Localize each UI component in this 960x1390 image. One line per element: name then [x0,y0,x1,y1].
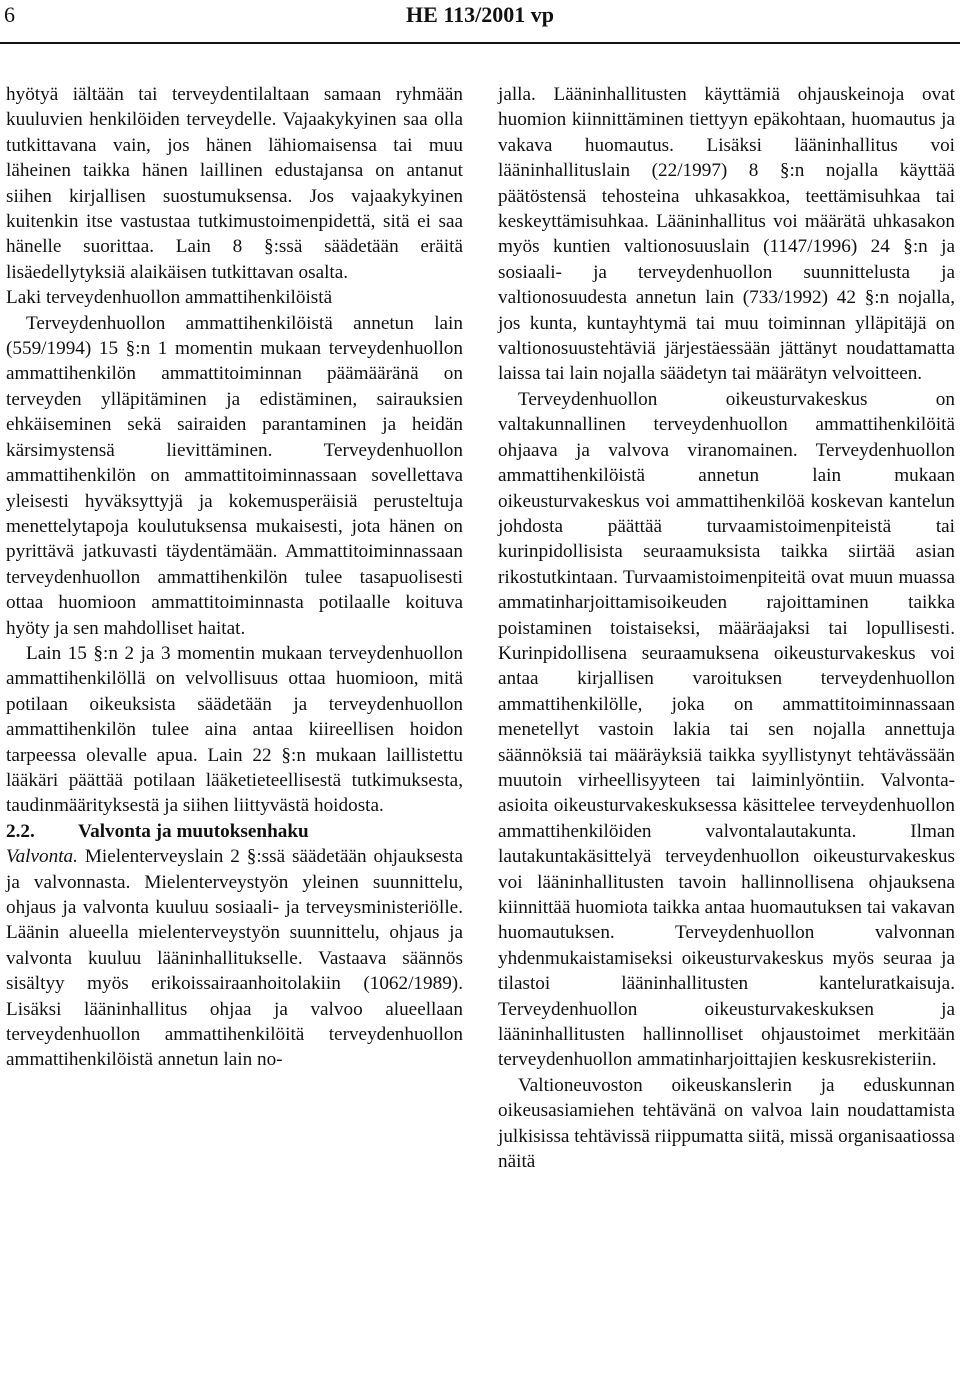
paragraph: jalla. Lääninhallitusten käyttämiä ohjauskeinoja ovat huomion kiinnittäminen tiettyyn epäkohtaan, huomautus ja vakava huomautus. Lisäksi lääninhallitus voi lääninhallituslain (22/1997) 8 §:n nojalla käyttää päätöstensä tehosteina uhkasakkoa, teettämisuhkaa tai keskeyttämisuhkaa. Lääninhallitus voi määrätä uhkasakon myös kuntien valtionosuuslain (1147/1996) 24 §:n ja sosiaali- ja terveydenhuollon suunnittelusta ja valtionosuudesta annetun lain (733/1992) 42 §:n nojalla, jos kunta, kuntayhtymä tai muu toiminnan ylläpitäjä on valtionosuustehtäviä järjestäessään jättänyt noudattamatta laissa tai lain nojalla säädetyn tai määrätyn velvoitteen. [498,84,955,385]
section-number: 2.2. [6,820,35,842]
paragraph-lead: Valvonta. [6,846,78,868]
left-column [6,82,463,1073]
section-heading [6,819,463,844]
paragraph: Lain 15 §:n 2 ja 3 momentin mukaan terveydenhuollon ammattihenkilöllä on velvollisuus ottaa huomioon, mitä potilaan oikeuksista säädetään ja terveydenhuollon ammattihenkilön tulee aina antaa kiireellisen hoidon tarpeessa olevalle apua. Lain 22 §:n mukaan laillistettu lääkäri päättää potilaan lääketieteellisestä tutkimuksesta, taudinmäärityksestä ja siihen liittyvästä hoidosta. [6,642,463,817]
document-id: HE 113/2001 vp [406,2,554,27]
paragraph: hyötyä iältään tai terveydentilaltaan samaan ryhmään kuuluvien henkilöiden terveydelle. Vajaakykyinen saa olla tutkittavana vain, jos hänen lähiomaisensa tai muu läheinen taikka hänen laillinen edustajansa on antanut siihen kirjallisen suostumuksensa. Jos vajaakykyinen kuitenkin itse vastustaa tutkimustoimenpidettä, sitä ei saa hänelle suorittaa. Lain 8 §:ssä säädetään eräitä lisäedellytyksiä alaikäisen tutkittavan osalta. [6,84,463,283]
paragraph: Terveydenhuollon oikeusturvakeskus on valtakunnallinen terveydenhuollon ammattihenkilöitä ohjaava ja valvova viranomainen. Terveydenhuollon ammattihenkilöistä annetun lain mukaan oikeusturvakeskus voi ammattihenkilöä koskevan kantelun johdosta päättää turvaamistoimenpiteistä tai kurinpidollisista seuraamuksista taikka siirtää asian rikostutkintaan. Turvaamistoimenpiteitä ovat muun muassa ammatinharjoittamisoikeuden rajoittaminen taikka poistaminen toistaiseksi, määräajaksi tai lopullisesti. Kurinpidollisena seuraamuksena oikeusturvakeskus voi antaa kirjallisen varoituksen terveydenhuollon ammattihenkilölle, joka on ammattitoiminnassaan menetellyt vastoin lakia tai sen nojalla annettuja säännöksiä tai määräyksiä taikka syyllistynyt tehtävässään muutoin virheellisyyteen tai laiminlyöntiin. Valvonta-asioita oikeusturvakeskuksessa käsittelee terveydenhuollon ammattihenkilöiden valvontalautakunta. Ilman lautakuntakäsittelyä terveydenhuollon oikeusturvakeskus voi lääninhallitusten tavoin hallinnollisena ohjauksena kiinnittää huomiota taikka antaa huomautuksen tai vakavan huomautuksen. Terveydenhuollon valvonnan yhdenmukaistamiseksi oikeusturvakeskus myös seuraa ja tilastoi lääninhallitusten kanteluratkaisuja. Terveydenhuollon oikeusturvakeskuksen ja lääninhallitusten hallinnolliset ohjaustoimet merkitään terveydenhuollon ammatinharjoittajien keskusrekisteriin. [498,388,955,1071]
subheading: Laki terveydenhuollon ammattihenkilöistä [6,287,333,309]
paragraph: Terveydenhuollon ammattihenkilöistä annetun lain (559/1994) 15 §:n 1 momentin mukaan terveydenhuollon ammattihenkilön ammattitoiminnan päämääränä on terveyden ylläpitäminen ja edistäminen, sairauksien ehkäiseminen sekä sairaiden parantaminen ja heidän kärsimystensä lievittäminen. Terveydenhuollon ammattihenkilön on ammattitoiminnassaan sovellettava yleisesti hyväksyttyjä ja kokemusperäisiä perusteltuja menettelytapoja koulutuksensa mukaisesti, jota hänen on pyrittävä jatkuvasti täydentämään. Ammattitoiminnassaan terveydenhuollon ammattihenkilön tulee tasapuolisesti ottaa huomioon ammattitoiminnasta potilaalle koituva hyöty ja sen mahdolliset haitat. [6,312,463,639]
header-rule [0,42,960,44]
paragraph-body: Mielenterveyslain 2 §:ssä säädetään ohjauksesta ja valvonnasta. Mielenterveystyön yleinen suunnittelu, ohjaus ja valvonta kuuluu sosiaali- ja terveysministeriölle. Läänin alueella mielenterveystyön suunnittelu, ohjaus ja valvonta kuuluu lääninhallitukselle. Vastaava säännös sisältyy myös erikoissairaanhoitolakiin (1062/1989). Lisäksi lääninhallitus ohjaa ja valvoo alueellaan terveydenhuollon ammattihenkilöitä terveydenhuollon ammattihenkilöistä annetun lain no- [6,846,463,1071]
page-header [0,0,960,40]
page-number: 6 [4,2,15,27]
paragraph: Valtioneuvoston oikeuskanslerin ja eduskunnan oikeusasiamiehen tehtävänä on valvoa lain noudattamista julkisissa tehtävissä riippumatta siitä, missä organisaatiossa näitä [498,1074,955,1173]
right-column [498,82,955,1174]
section-title: Valvonta ja muutoksenhaku [78,820,309,842]
paragraph [6,844,463,1073]
